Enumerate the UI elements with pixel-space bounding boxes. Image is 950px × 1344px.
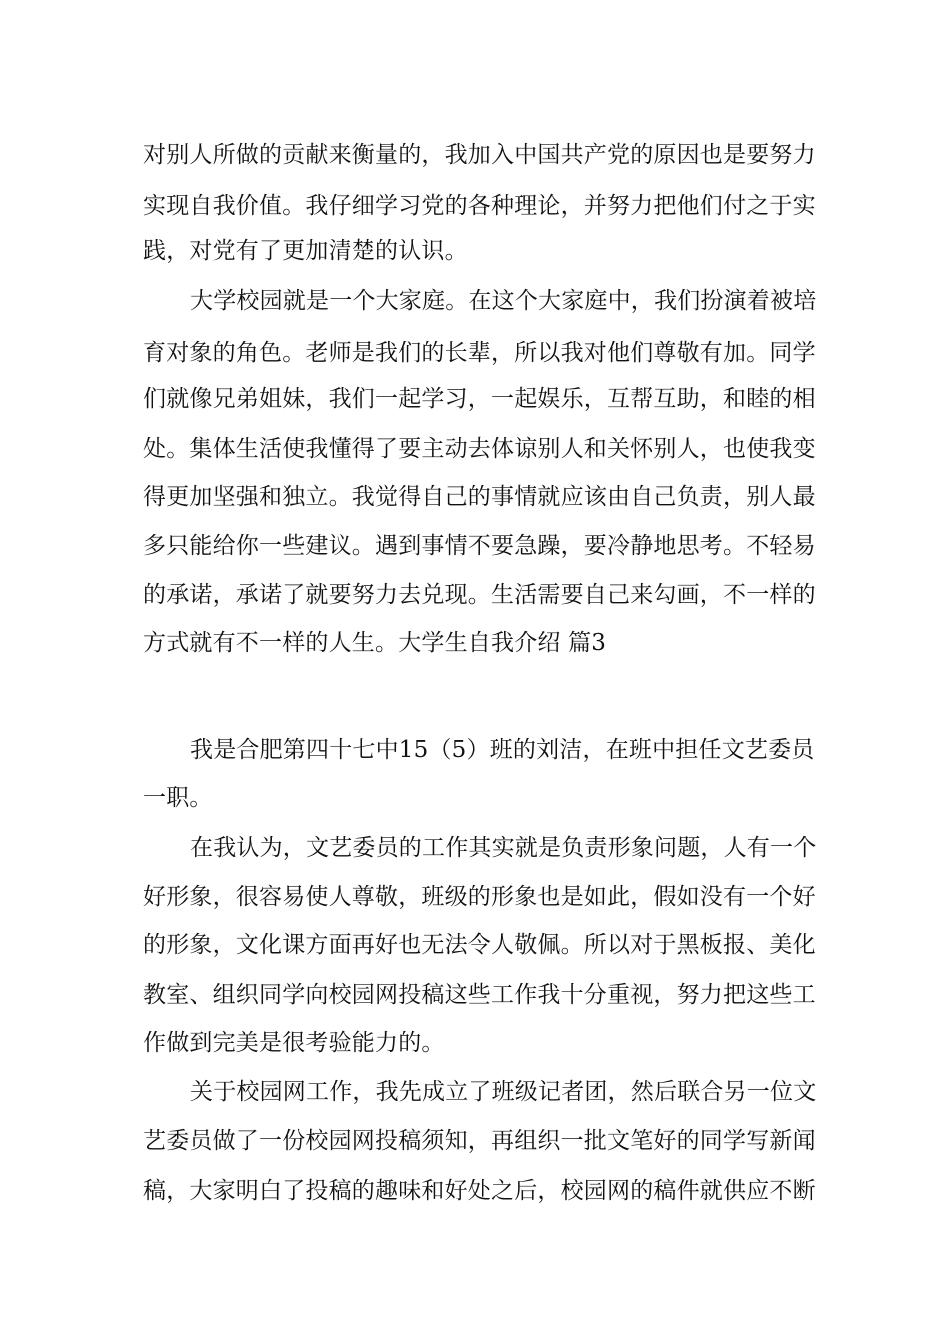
- paragraph-1-line-3: 践，对党有了更加清楚的认识。: [143, 238, 468, 264]
- paragraph-4-line-3: 的形象，文化课方面再好也无法令人敬佩。所以对于黑板报、美化: [143, 932, 816, 958]
- paragraph-5-line-3: 稿，大家明白了投稿的趣味和好处之后，校园网的稿件就供应不断: [143, 1178, 816, 1204]
- paragraph-4-line-1: 在我认为，文艺委员的工作其实就是负责形象问题，人有一个: [190, 835, 817, 861]
- paragraph-5-line-2: 艺委员做了一份校园网投稿须知，再组织一批文笔好的同学写新闻: [143, 1128, 816, 1154]
- paragraph-3-line-1: 我是合肥第四十七中15（5）班的刘洁，在班中担任文艺委员: [190, 737, 815, 763]
- paragraph-2-line-6: 多只能给你一些建议。遇到事情不要急躁，要冷静地思考。不轻易: [143, 533, 816, 559]
- paragraph-3-line-2: 一职。: [143, 785, 213, 811]
- paragraph-1-line-1: 对别人所做的贡献来衡量的，我加入中国共产党的原因也是要努力: [143, 142, 816, 168]
- paragraph-2-line-3: 们就像兄弟姐妹，我们一起学习，一起娱乐，互帮互助，和睦的相: [143, 386, 816, 412]
- paragraph-4-line-5: 作做到完美是很考验能力的。: [143, 1030, 445, 1056]
- paragraph-2-line-4: 处。集体生活使我懂得了要主动去体谅别人和关怀别人，也使我变: [143, 436, 816, 462]
- paragraph-2-line-8: 方式就有不一样的人生。大学生自我介绍 篇3: [143, 630, 607, 656]
- paragraph-5-line-1: 关于校园网工作，我先成立了班级记者团，然后联合另一位文: [190, 1079, 817, 1105]
- paragraph-4-line-4: 教室、组织同学向校园网投稿这些工作我十分重视，努力把这些工: [143, 982, 816, 1008]
- paragraph-4-line-2: 好形象，很容易使人尊敬，班级的形象也是如此，假如没有一个好: [143, 884, 816, 910]
- paragraph-2-line-2: 育对象的角色。老师是我们的长辈，所以我对他们尊敬有加。同学: [143, 340, 816, 366]
- paragraph-2-line-7: 的承诺，承诺了就要努力去兑现。生活需要自己来勾画，不一样的: [143, 582, 816, 608]
- paragraph-2-line-5: 得更加坚强和独立。我觉得自己的事情就应该由自己负责，别人最: [143, 484, 816, 510]
- paragraph-1-line-2: 实现自我价值。我仔细学习党的各种理论，并努力把他们付之于实: [143, 193, 816, 219]
- paragraph-2-line-1: 大学校园就是一个大家庭。在这个大家庭中，我们扮演着被培: [190, 288, 817, 314]
